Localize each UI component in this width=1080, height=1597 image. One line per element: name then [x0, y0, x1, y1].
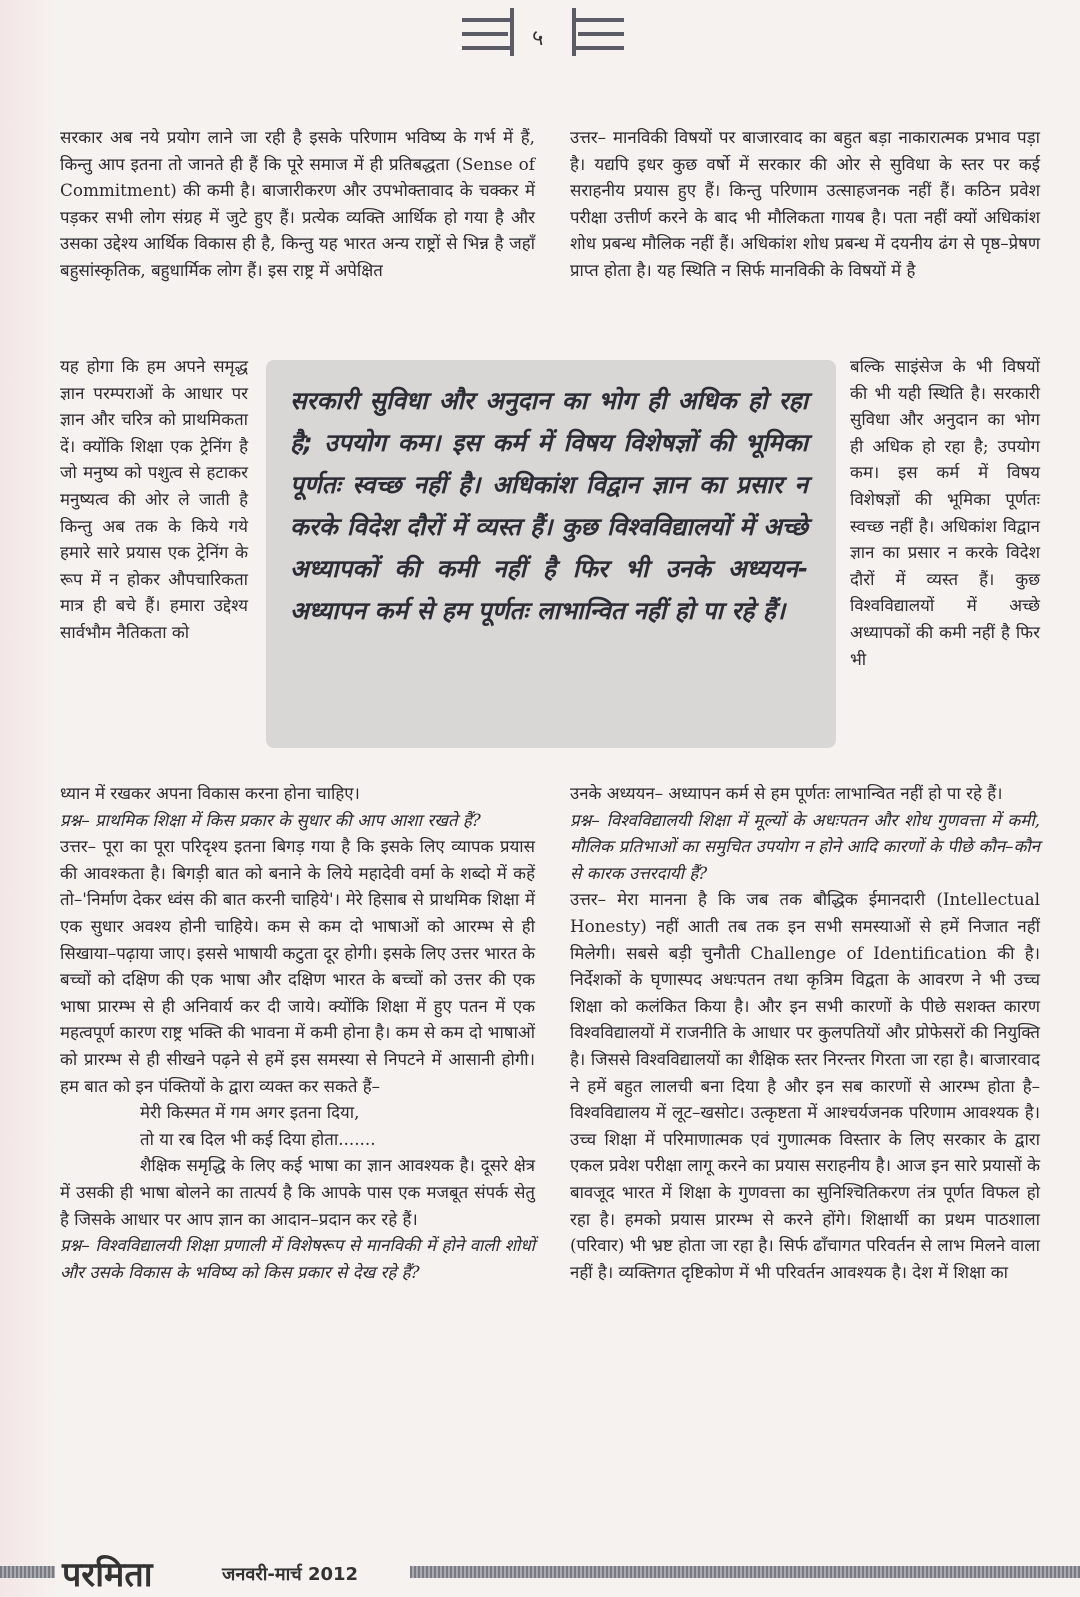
page-number: ५: [532, 26, 544, 51]
pull-quote-box: [266, 360, 836, 748]
paragraph: ध्यान में रखकर अपना विकास करना होना चाहिए।: [60, 783, 360, 803]
header-ornament: [578, 32, 624, 36]
header-ornament: [462, 32, 508, 36]
left-column-top: [60, 124, 535, 284]
page-header: [0, 0, 1080, 70]
right-column-bottom: [570, 780, 1040, 1285]
left-wrap-column: [60, 353, 248, 646]
question: प्रश्न– विश्वविद्यालयी शिक्षा में मूल्यों के अधःपतन और शोध गुणवत्ता में कमी, मौलिक प्रतिभाओं का समुचित उपयोग न होने आदि कारणों के पीछे कौन–कौन से कारक उत्तरदायी हैं?: [570, 809, 1040, 883]
paragraph: उत्तर– मानविकी विषयों पर बाजारवाद का बहुत बड़ा नाकारात्मक प्रभाव पड़ा है। यद्यपि इधर कुछ वर्षो में सरकार की ओर से सुविधा के स्तर पर कई सराहनीय प्रयास हुए हैं। किन्तु परिणाम उत्साहजनक नहीं हैं। कठिन प्रवेश परीक्षा उत्तीर्ण करने के बाद भी मौलिकता गायब है। पता नहीं क्यों अधिकांश शोध प्रबन्ध मौलिक नहीं हैं। अधिकांश शोध प्रबन्ध में दयनीय ढंग से पृष्ठ–प्रेषण प्राप्त होता है। यह स्थिति न सिर्फ मानविकी के विषयों में है: [570, 127, 1040, 280]
paragraph: उनके अध्ययन– अध्यापन कर्म से हम पूर्णतः लाभान्वित नहीं हो पा रहे हैं।: [570, 783, 1003, 803]
right-wrap-column: [850, 353, 1040, 672]
issue-date: जनवरी-मार्च 2012: [222, 1564, 359, 1585]
left-column-bottom: [60, 780, 535, 1285]
header-ornament: [510, 8, 514, 56]
header-ornament: [462, 18, 514, 22]
footer-bar: [0, 1566, 55, 1578]
question: प्रश्न– प्राथमिक शिक्षा में किस प्रकार के सुधार की आप आशा रखते हैं?: [60, 809, 481, 830]
magazine-logo: परमिता: [62, 1555, 153, 1595]
question: प्रश्न– विश्वविद्यालयी शिक्षा प्रणाली में विशेषरूप से मानविकी में होने वाली शोधों और उसके विकास के भविष्य को किस प्रकार से देख रहे हैं?: [60, 1235, 535, 1282]
paragraph: यह होगा कि हम अपने समृद्ध ज्ञान परम्पराओं के आधार पर ज्ञान और चरित्र को प्राथमिकता दें। क्योंकि शिक्षा एक ट्रेनिंग है जो मनुष्य को पशुत्व से हटाकर मनुष्यत्व की ओर ले जाती है किन्तु अब तक के किये गये हमारे सारे प्रयास एक ट्रेनिंग के रूप में न होकर औपचारिकता मात्र ही बचे हैं। हमारा उद्देश्य सार्वभौम नैतिकता को: [60, 356, 248, 642]
answer-continued: शैक्षिक समृद्धि के लिए कई भाषा का ज्ञान आवश्यक है। दूसरे क्षेत्र में उसकी ही भाषा बोलने का तात्पर्य है कि आपके पास एक मजबूत संपर्क सेतु है जिसके आधार पर आप ज्ञान का आदान–प्रदान कर रहे हैं।: [60, 1155, 535, 1229]
header-ornament: [462, 46, 514, 50]
page-footer: [0, 1550, 1080, 1597]
poem-line: तो या रब दिल भी कई दिया होता.......: [140, 1128, 376, 1149]
paragraph: सरकार अब नये प्रयोग लाने जा रही है इसके परिणाम भविष्य के गर्भ में हैं, किन्तु आप इतना तो जानते ही हैं कि पूरे समाज में ही प्रतिबद्धता (Sense of Commitment) की कमी है। बाजारीकरण और उपभोक्तावाद के चक्कर में पड़कर सभी लोग संग्रह में जुटे हुए हैं। प्रत्येक व्यक्ति आर्थिक हो गया है और उसका उद्देश्य आर्थिक विकास ही है, किन्तु यह भारत अन्य राष्ट्रों से भिन्न है जहाँ बहुसांस्कृतिक, बहुधार्मिक लोग हैं। इस राष्ट्र में अपेक्षित: [60, 127, 535, 280]
answer: उत्तर– पूरा का पूरा परिदृश्य इतना बिगड़ गया है कि इसके लिए व्यापक प्रयास की आवश्कता है। बिगड़ी बात को बनाने के लिये महादेवी वर्मा के शब्दो में कहें तो–'निर्माण देकर ध्वंस की बात करनी चाहिये'। मेरे हिसाब से प्राथमिक शिक्षा में एक सुधार अवश्य होनी चाहिये। कम से कम दो भाषाओं को आरम्भ से ही सिखाया–पढ़ाया जाए। इससे भाषायी कटुता दूर होगी। इसके लिए उत्तर भारत के बच्चों को दक्षिण की एक भाषा और दक्षिण भारत के बच्चों को उत्तर की एक भाषा प्रारम्भ से ही अनिवार्य कर दी जाये। क्योंकि शिक्षा में हुए पतन में एक महत्वपूर्ण कारण राष्ट्र भक्ति की भावना में कमी होना है। कम से कम दो भाषाओं को प्रारम्भ से ही सीखने पढ़ने से हमें इस समस्या से निपटने में आसानी होगी। हम बात को इन पंक्तियों के द्वारा व्यक्त कर सकते हैं–: [60, 836, 535, 1096]
paragraph: बल्कि साइंसेज के भी विषयों की भी यही स्थिति है। सरकारी सुविधा और अनुदान का भोग ही अधिक हो रहा है; उपयोग कम। इस कर्म में विषय विशेषज्ञों की भूमिका पूर्णतः स्वच्छ नहीं है। अधिकांश विद्वान ज्ञान का प्रसार न करके विदेश दौरों में व्यस्त हैं। कुछ विश्वविद्यालयों में अच्छे अध्यापकों की कमी नहीं है फिर भी: [850, 356, 1040, 669]
pull-quote-text: सरकारी सुविधा और अनुदान का भोग ही अधिक हो रहा है; उपयोग कम। इस कर्म में विषय विशेषज्ञों की भूमिका पूर्णतः स्वच्छ नहीं है। अधिकांश विद्वान ज्ञान का प्रसार न करके विदेश दौरों में व्यस्त हैं। कुछ विश्वविद्यालयों में अच्छे अध्यापकों की कमी नहीं है फिर भी उनके अध्ययन- अध्यापन कर्म से हम पूर्णतः लाभान्वित नहीं हो पा रहे हैं।: [290, 386, 808, 625]
footer-bar: [410, 1566, 1080, 1578]
poem-line: मेरी किस्मत में गम अगर इतना दिया,: [140, 1102, 360, 1123]
header-ornament: [572, 18, 624, 22]
right-column-top: [570, 124, 1040, 284]
header-ornament: [572, 46, 624, 50]
answer: उत्तर– मेरा मानना है कि जब तक बौद्धिक ईमानदारी (Intellectual Honesty) नहीं आती तब तक इन सभी समस्याओं से हमें निजात नहीं मिलेगी। सबसे बड़ी चुनौती Challenge of Identification की है। निर्देशकों के घृणास्पद अधःपतन तथा कृत्रिम विद्वता के आवरण ने भी उच्च शिक्षा को कलंकित किया है। और इन सभी कारणों के पीछे सशक्त कारण विश्वविद्यालयों में राजनीति के आधार पर कुलपतियों और प्रोफेसरों की नियुक्ति है। जिससे विश्वविद्यालयों का शैक्षिक स्तर निरन्तर गिरता जा रहा है। बाजारवाद ने हमें बहुत लालची बना दिया है और इन सब कारणों से आरम्भ होता है– विश्वविद्यालय में लूट–खसोट। उत्कृष्टता में आश्चर्यजनक परिणाम आवश्यक है। उच्च शिक्षा में परिमाणात्मक एवं गुणात्मक विस्तार के लिए सरकार के द्वारा एकल प्रवेश परीक्षा लागू करने का प्रयास सराहनीय है। आज इन सारे प्रयासों के बावजूद भारत में शिक्षा के गुणवत्ता का सुनिश्चितिकरण तंत्र पूर्णत विफल हो रहा है। हमको प्रयास प्रारम्भ से करने होंगे। शिक्षार्थी का प्रथम पाठशाला (परिवार) भी भ्रष्ट होता जा रहा है। सिर्फ ढाँचागत परिवर्तन से लाभ मिलने वाला नहीं है। व्यक्तिगत दृष्टिकोण में भी परिवर्तन आवश्यक है। देश में शिक्षा का: [570, 889, 1040, 1282]
